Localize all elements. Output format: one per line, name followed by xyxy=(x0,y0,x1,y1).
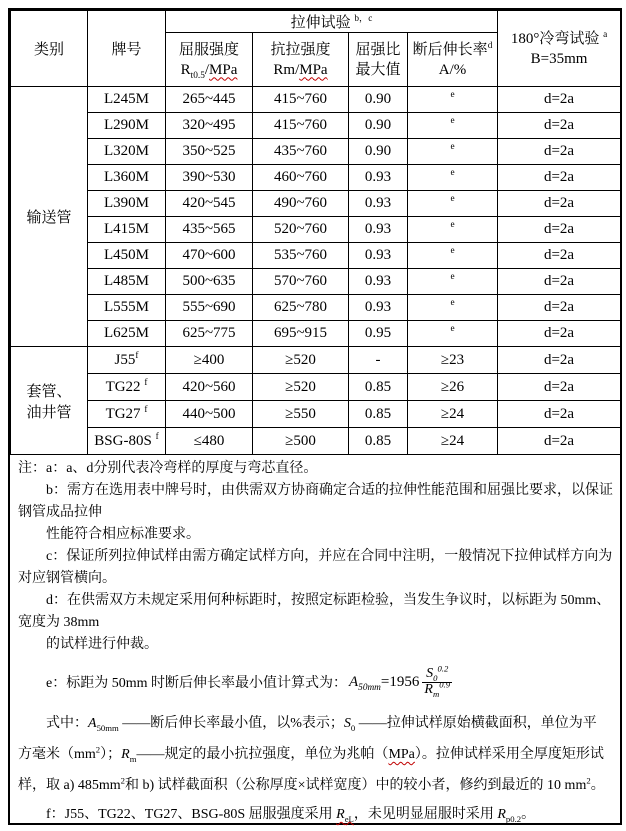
table-row xyxy=(11,165,621,191)
table-row xyxy=(11,113,621,139)
table-row xyxy=(11,191,621,217)
tensile-test-table xyxy=(10,10,621,455)
table-row xyxy=(11,401,621,428)
cell-bend: d=2a xyxy=(498,269,621,295)
table-row xyxy=(11,269,621,295)
cell-yield-strength: 500~635 xyxy=(166,269,253,295)
cell-tensile-strength: 415~760 xyxy=(253,87,349,113)
cell-grade: TG22 $^f$ xyxy=(88,374,166,401)
cell-yield-ratio: 0.95 xyxy=(349,321,408,347)
cell-bend: d=2a xyxy=(498,113,621,139)
cell-yield-strength: ≥400 xyxy=(166,347,253,374)
cell-grade: L415M xyxy=(88,217,166,243)
cell-yield-ratio: 0.93 xyxy=(349,295,408,321)
cell-yield-strength: 625~775 xyxy=(166,321,253,347)
formula-a50mm xyxy=(349,663,452,699)
cell-tensile-strength: 520~760 xyxy=(253,217,349,243)
cell-yield-ratio: 0.93 xyxy=(349,269,408,295)
cell-tensile-strength: 435~760 xyxy=(253,139,349,165)
formula-fraction xyxy=(422,663,452,699)
cell-elongation: e xyxy=(408,165,498,191)
header-ratio-line2: 最大值 xyxy=(355,61,401,78)
note-line-c-cont: 对应钢管横向。 xyxy=(18,571,116,586)
cell-elongation: e xyxy=(408,113,498,139)
header-elong-line1: 断后伸长率$^d$ xyxy=(412,40,493,58)
cell-yield-ratio: - xyxy=(349,347,408,374)
formula-equals: =1956 xyxy=(380,673,420,690)
cell-tensile-strength: 625~780 xyxy=(253,295,349,321)
header-bend-line1: 180°冷弯试验 $^a$ xyxy=(510,29,608,47)
category-label: 油井管 xyxy=(26,404,72,421)
table-row xyxy=(11,347,621,374)
cell-yield-ratio: 0.90 xyxy=(349,113,408,139)
note-line-b-cont2: 性能符合相应标准要求。 xyxy=(18,527,200,542)
cell-elongation: ≥24 xyxy=(408,428,498,455)
cell-tensile-strength: ≥550 xyxy=(253,401,349,428)
cell-yield-ratio: 0.85 xyxy=(349,401,408,428)
note-line-d-cont: 宽度为 38mm xyxy=(18,615,100,630)
cell-bend: d=2a xyxy=(498,347,621,374)
cell-elongation: e xyxy=(408,243,498,269)
note-line-b-cont: 钢管成品拉伸 xyxy=(18,505,102,520)
header-ratio-line1: 屈强比 xyxy=(355,41,401,58)
header-bend-test xyxy=(498,11,621,87)
formula-lhs-sub: 50mm xyxy=(358,682,381,693)
cell-tensile-strength: 535~760 xyxy=(253,243,349,269)
cell-elongation: e xyxy=(408,295,498,321)
table-row xyxy=(11,217,621,243)
cell-yield-strength: 320~495 xyxy=(166,113,253,139)
note-line-legend-1: 式中：$A_{50mm}$ ——断后伸长率最小值，以%表示；$S_0$ ——拉伸试样原始横截面积，单位为平 xyxy=(18,716,597,733)
cell-yield-strength: 555~690 xyxy=(166,295,253,321)
cell-bend: d=2a xyxy=(498,191,621,217)
table-row xyxy=(11,321,621,347)
table-row xyxy=(11,139,621,165)
table-row xyxy=(11,374,621,401)
cell-yield-strength: 440~500 xyxy=(166,401,253,428)
cell-grade: L555M xyxy=(88,295,166,321)
header-yield-strength xyxy=(166,33,253,87)
header-yield-line2: $R_{t0.5}$/MPa xyxy=(180,61,238,81)
cell-grade: L450M xyxy=(88,243,166,269)
header-row-1 xyxy=(11,11,621,33)
formula-numerator-sub: 0 xyxy=(433,672,438,683)
cell-tensile-strength: 460~760 xyxy=(253,165,349,191)
notes-section xyxy=(10,455,620,828)
formula-denominator: R xyxy=(424,681,433,697)
cell-grade: TG27 $^f$ xyxy=(88,401,166,428)
cell-yield-ratio: 0.93 xyxy=(349,165,408,191)
table-row xyxy=(11,243,621,269)
header-yield-ratio xyxy=(349,33,408,87)
cell-bend: d=2a xyxy=(498,401,621,428)
table-row xyxy=(11,428,621,455)
cell-elongation: e xyxy=(408,139,498,165)
cell-tensile-strength: 415~760 xyxy=(253,113,349,139)
cell-elongation: e xyxy=(408,217,498,243)
header-yield-line1: 屈服强度 xyxy=(178,41,239,58)
cell-tensile-strength: ≥500 xyxy=(253,428,349,455)
cell-yield-strength: 420~545 xyxy=(166,191,253,217)
header-elong-line2: A/% xyxy=(438,61,467,78)
formula-lhs: A xyxy=(349,673,359,690)
cell-elongation: e xyxy=(408,321,498,347)
cell-yield-strength: 420~560 xyxy=(166,374,253,401)
cell-grade: L245M xyxy=(88,87,166,113)
note-line-b: b：需方在选用表中牌号时，由供需双方协商确定合适的拉伸性能范围和屈强比要求，以保证 xyxy=(18,483,613,498)
cell-grade: L320M xyxy=(88,139,166,165)
category-cell-line-pipe xyxy=(11,87,88,347)
cell-yield-ratio: 0.90 xyxy=(349,139,408,165)
cell-grade: L360M xyxy=(88,165,166,191)
cell-yield-ratio: 0.85 xyxy=(349,428,408,455)
header-elongation xyxy=(408,33,498,87)
table-row xyxy=(11,295,621,321)
note-line-legend-2: 方毫米$(mm^2)$；$R_m——$规定的最小抗拉强度，单位为兆帕（MPa）。拉伸试样采用全厚度矩形试 xyxy=(18,744,604,764)
cell-grade: J55$^f$ xyxy=(88,347,166,374)
category-cell-casing-pipe xyxy=(11,347,88,455)
cell-bend: d=2a xyxy=(498,374,621,401)
header-category: 类别 xyxy=(11,11,88,87)
formula-numerator: S xyxy=(426,665,434,681)
note-line-d-cont2: 的试样进行仲裁。 xyxy=(18,637,158,652)
cell-elongation: e xyxy=(408,269,498,295)
cell-elongation: ≥26 xyxy=(408,374,498,401)
note-line-c: c：保证所列拉伸试样由需方确定试样方向，并应在合同中注明，一般情况下拉伸试样方向为 xyxy=(18,549,613,564)
cell-grade: L290M xyxy=(88,113,166,139)
cell-bend: d=2a xyxy=(498,165,621,191)
cell-elongation: e xyxy=(408,87,498,113)
category-label: 输送管 xyxy=(26,210,72,226)
cell-bend: d=2a xyxy=(498,295,621,321)
cell-tensile-strength: 570~760 xyxy=(253,269,349,295)
cell-yield-strength: ≤480 xyxy=(166,428,253,455)
cell-bend: d=2a xyxy=(498,139,621,165)
cell-bend: d=2a xyxy=(498,217,621,243)
note-line-legend-3: 样，取 a) $485mm^2$和 b) 试样截面积（公称厚度×试样宽度）中的较小者，修约到最近的 10 $mm^2$。 xyxy=(18,775,605,793)
cell-elongation: ≥23 xyxy=(408,347,498,374)
cell-elongation: ≥24 xyxy=(408,401,498,428)
cell-tensile-strength: ≥520 xyxy=(253,374,349,401)
formula-denominator-sub: m xyxy=(432,688,440,699)
cell-bend: d=2a xyxy=(498,428,621,455)
header-bend-line2: B=35mm xyxy=(530,50,588,67)
cell-yield-ratio: 0.93 xyxy=(349,191,408,217)
cell-yield-strength: 470~600 xyxy=(166,243,253,269)
cell-yield-ratio: 0.93 xyxy=(349,217,408,243)
cell-grade: L390M xyxy=(88,191,166,217)
note-e-text: e：标距为 50mm 时断后伸长率最小值计算式为： xyxy=(18,676,347,691)
category-label: 套管、 xyxy=(26,383,72,400)
cell-yield-ratio: 0.93 xyxy=(349,243,408,269)
cell-bend: d=2a xyxy=(498,87,621,113)
cell-yield-strength: 435~565 xyxy=(166,217,253,243)
formula-denominator-sup: 0.9 xyxy=(439,678,451,689)
note-line-e-formula xyxy=(18,657,614,707)
header-tensile-line2: Rm/MPa xyxy=(273,61,328,78)
cell-elongation: e xyxy=(408,191,498,217)
header-tensile-group: 拉伸试验 $^{b,c}$ xyxy=(166,11,498,33)
spec-table-sheet xyxy=(8,8,622,825)
note-line-a: 注：a：a、d分别代表冷弯样的厚度与弯芯直径。 xyxy=(18,461,318,476)
header-grade: 牌号 xyxy=(88,11,166,87)
header-tensile-line1: 抗拉强度 xyxy=(270,41,331,58)
header-tensile-strength xyxy=(253,33,349,87)
cell-bend: d=2a xyxy=(498,243,621,269)
note-line-f: f：J55、TG22、TG27、BSG-80S 屈服强度采用 $R_{eL}$，未见明显屈服时采用 $R_{p0.2}$。 xyxy=(18,807,536,824)
cell-grade: L625M xyxy=(88,321,166,347)
cell-yield-ratio: 0.90 xyxy=(349,87,408,113)
cell-tensile-strength: 490~760 xyxy=(253,191,349,217)
cell-yield-strength: 265~445 xyxy=(166,87,253,113)
cell-bend: d=2a xyxy=(498,321,621,347)
cell-yield-strength: 350~525 xyxy=(166,139,253,165)
cell-grade: BSG-80S $^f$ xyxy=(88,428,166,455)
cell-yield-strength: 390~530 xyxy=(166,165,253,191)
cell-yield-ratio: 0.85 xyxy=(349,374,408,401)
note-line-d: d：在供需双方未规定采用何种标距时，按照定标距检验，当发生争议时，以标距为 50mm、 xyxy=(18,593,611,608)
table-row xyxy=(11,87,621,113)
cell-tensile-strength: ≥520 xyxy=(253,347,349,374)
cell-tensile-strength: 695~915 xyxy=(253,321,349,347)
formula-numerator-sup: 0.2 xyxy=(437,663,449,674)
cell-grade: L485M xyxy=(88,269,166,295)
